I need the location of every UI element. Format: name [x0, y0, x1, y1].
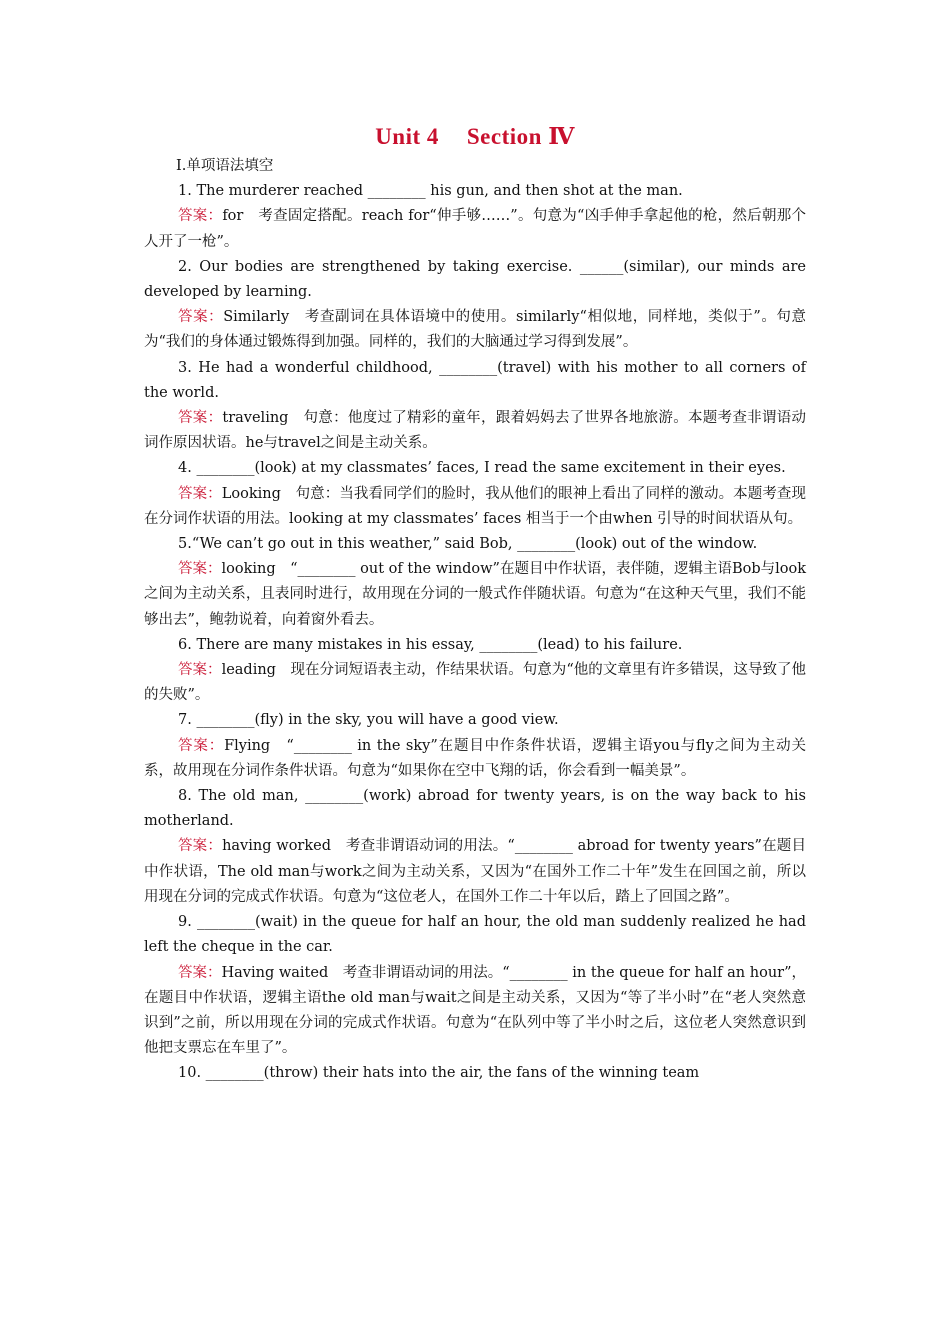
answer-8 — [144, 834, 806, 910]
answer-label: 答案： — [178, 561, 222, 578]
page-title — [144, 120, 806, 154]
question-9: 9. ________(wait) in the queue for half an hour, the old man suddenly realized he had left the cheque in the car. — [144, 914, 806, 956]
answer-label: 答案： — [178, 737, 225, 754]
question-5: 5.“We can’t go out in this weather,” said Bob, ________(look) out of the window. — [178, 536, 758, 553]
answer-label: 答案： — [178, 309, 224, 326]
answer-9 — [144, 961, 806, 1062]
question-7: 7. ________(fly) in the sky, you will have a good view. — [178, 712, 559, 729]
answer-text: for 考查固定搭配。reach for“伸手够……”。句意为“凶手伸手拿起他的枪，然后朝那个人开了一枪”。 — [144, 208, 806, 250]
answer-3 — [144, 406, 806, 456]
answer-1 — [144, 204, 806, 254]
answer-text: having worked 考查非谓语动词的用法。“________ abroad for twenty years”在题目中作状语，The old man与work之间为主动关系，又因为“在国外工作二十年”发生在回国之前，所以用现在分词的完成式作状语。句意为“这位老人，在国外工作二十年以后，踏上了回国之路”。 — [144, 838, 806, 905]
question-list — [144, 179, 806, 1086]
answer-label: 答案： — [178, 410, 223, 427]
answer-label: 答案： — [178, 964, 222, 981]
answer-text: Looking 句意：当我看同学们的脸时，我从他们的眼神上看出了同样的激动。本题考查现在分词作状语的用法。looking at my classmates’ faces 相当于一个由when 引导的时间状语从句。 — [144, 485, 806, 527]
answer-label: 答案： — [178, 208, 223, 225]
answer-label: 答案： — [178, 838, 223, 855]
question-8: 8. The old man, ________(work) abroad for twenty years, is on the way back to his motherland. — [144, 788, 806, 830]
question-3: 3. He had a wonderful childhood, ________(travel) with his mother to all corners of the world. — [144, 359, 806, 401]
title-unit: Unit 4 — [375, 124, 439, 149]
question-10: 10. ________(throw) their hats into the air, the fans of the winning team — [178, 1065, 700, 1082]
answer-label: 答案： — [178, 485, 222, 502]
answer-6 — [144, 658, 806, 708]
answer-label: 答案： — [178, 662, 222, 679]
title-section: Section Ⅳ — [466, 124, 575, 149]
question-6: 6. There are many mistakes in his essay, ________(lead) to his failure. — [178, 636, 683, 653]
answer-7 — [144, 734, 806, 784]
answer-text: looking “________ out of the window”在题目中作状语，表伴随，逻辑主语Bob与look之间为主动关系，且表同时进行，故用现在分词的一般式作伴随状语。句意为“在这种天气里，我们不能够出去”，鲍勃说着，向着窗外看去。 — [144, 561, 807, 628]
answer-text: Having waited 考查非谓语动词的用法。“________ in the queue for half an hour”，在题目中作状语，逻辑主语the old man与wait之间是主动关系，又因为“等了半小时”在“老人突然意识到”之前，所以用现在分词的完成式作状语。句意为“在队列中等了半小时之后，这位老人突然意识到他把支票忘在车里了”。 — [144, 964, 807, 1057]
answer-text: Flying “________ in the sky”在题目中作条件状语，逻辑主语you与fly之间为主动关系，故用现在分词作条件状语。句意为“如果你在空中飞翔的话，你会看到一幅美景”。 — [144, 737, 806, 779]
section-heading: Ⅰ.单项语法填空 — [176, 158, 274, 174]
answer-4 — [144, 482, 806, 532]
question-2: 2. Our bodies are strengthened by taking exercise. ______(similar), our minds are developed by learning. — [144, 258, 806, 301]
question-1: 1. The murderer reached ________ his gun, and then shot at the man. — [178, 183, 683, 200]
answer-text: traveling 句意：他度过了精彩的童年，跟着妈妈去了世界各地旅游。本题考查非谓语动词作原因状语。he与travel之间是主动关系。 — [144, 410, 807, 452]
document-page — [144, 120, 806, 1087]
answer-text: Similarly 考查副词在具体语境中的使用。similarly“相似地，同样地，类似于”。句意为“我们的身体通过锻炼得到加强。同样的，我们的大脑通过学习得到发展”。 — [144, 309, 806, 351]
answer-text: leading 现在分词短语表主动，作结果状语。句意为“他的文章里有许多错误，这导致了他的失败”。 — [144, 662, 806, 704]
answer-5 — [144, 557, 806, 633]
question-4: 4. ________(look) at my classmates’ faces, I read the same excitement in their eyes. — [178, 460, 786, 477]
answer-2 — [144, 305, 806, 355]
